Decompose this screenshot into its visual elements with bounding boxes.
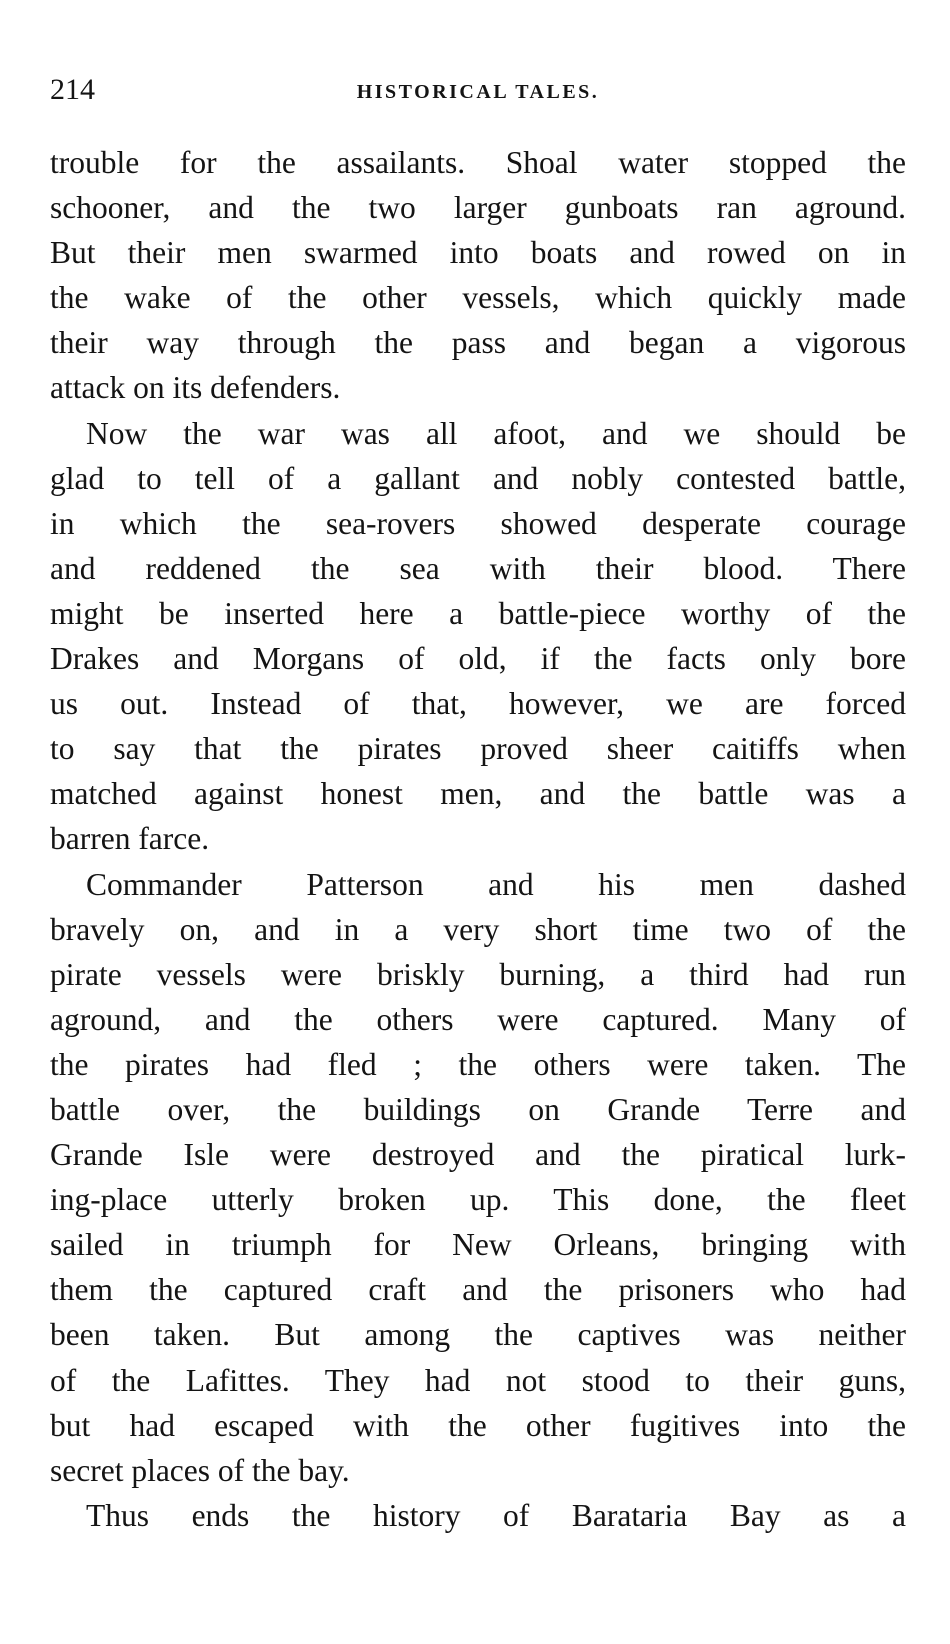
text-line: and reddened the sea with their blood. There [50, 550, 906, 586]
text-line: the wake of the other vessels, which quickly made [50, 280, 906, 316]
text-line: to say that the pirates proved sheer caitiffs when [50, 731, 906, 767]
text-line: in which the sea-rovers showed desperate courage [50, 505, 906, 541]
text-line: glad to tell of a gallant and nobly contested battle, [50, 460, 906, 496]
body-text [50, 140, 906, 1538]
text-line: But their men swarmed into boats and rowed on in [50, 235, 906, 271]
text-line: battle over, the buildings on Grande Terre and [50, 1091, 906, 1127]
text-line: Grande Isle were destroyed and the piratical lurk- [50, 1137, 906, 1173]
text-line: aground, and the others were captured. Many of [50, 1001, 906, 1037]
text-line: but had escaped with the other fugitives into the [50, 1407, 906, 1443]
text-line: ing-place utterly broken up. This done, the fleet [50, 1182, 906, 1218]
text-line: secret places of the bay. [50, 1452, 350, 1488]
text-line: Commander Patterson and his men dashed [86, 866, 906, 902]
text-line: bravely on, and in a very short time two of the [50, 911, 906, 947]
text-line: matched against honest men, and the battle was a [50, 776, 906, 812]
text-line: their way through the pass and began a vigorous [50, 325, 906, 361]
text-line: of the Lafittes. They had not stood to their guns, [50, 1362, 906, 1398]
text-line: Thus ends the history of Barataria Bay as a [86, 1497, 906, 1533]
text-line: us out. Instead of that, however, we are forced [50, 686, 906, 722]
text-line: sailed in triumph for New Orleans, bringing with [50, 1227, 906, 1263]
text-line: might be inserted here a battle-piece worthy of the [50, 595, 906, 631]
text-line: barren farce. [50, 821, 210, 857]
running-head: HISTORICAL TALES. [356, 81, 600, 103]
text-line: Now the war was all afoot, and we should be [86, 415, 906, 451]
text-line: the pirates had fled ; the others were taken. The [50, 1046, 906, 1082]
page-header [50, 70, 906, 110]
page-number: 214 [50, 73, 95, 106]
text-line: schooner, and the two larger gunboats ran aground. [50, 190, 906, 226]
text-line: them the captured craft and the prisoners who had [50, 1272, 906, 1308]
text-line: Drakes and Morgans of old, if the facts only bore [50, 641, 906, 677]
text-line: pirate vessels were briskly burning, a third had run [50, 956, 906, 992]
text-line: attack on its defenders. [50, 370, 341, 406]
text-line: trouble for the assailants. Shoal water stopped the [50, 145, 906, 180]
text-line: been taken. But among the captives was neither [50, 1317, 906, 1353]
